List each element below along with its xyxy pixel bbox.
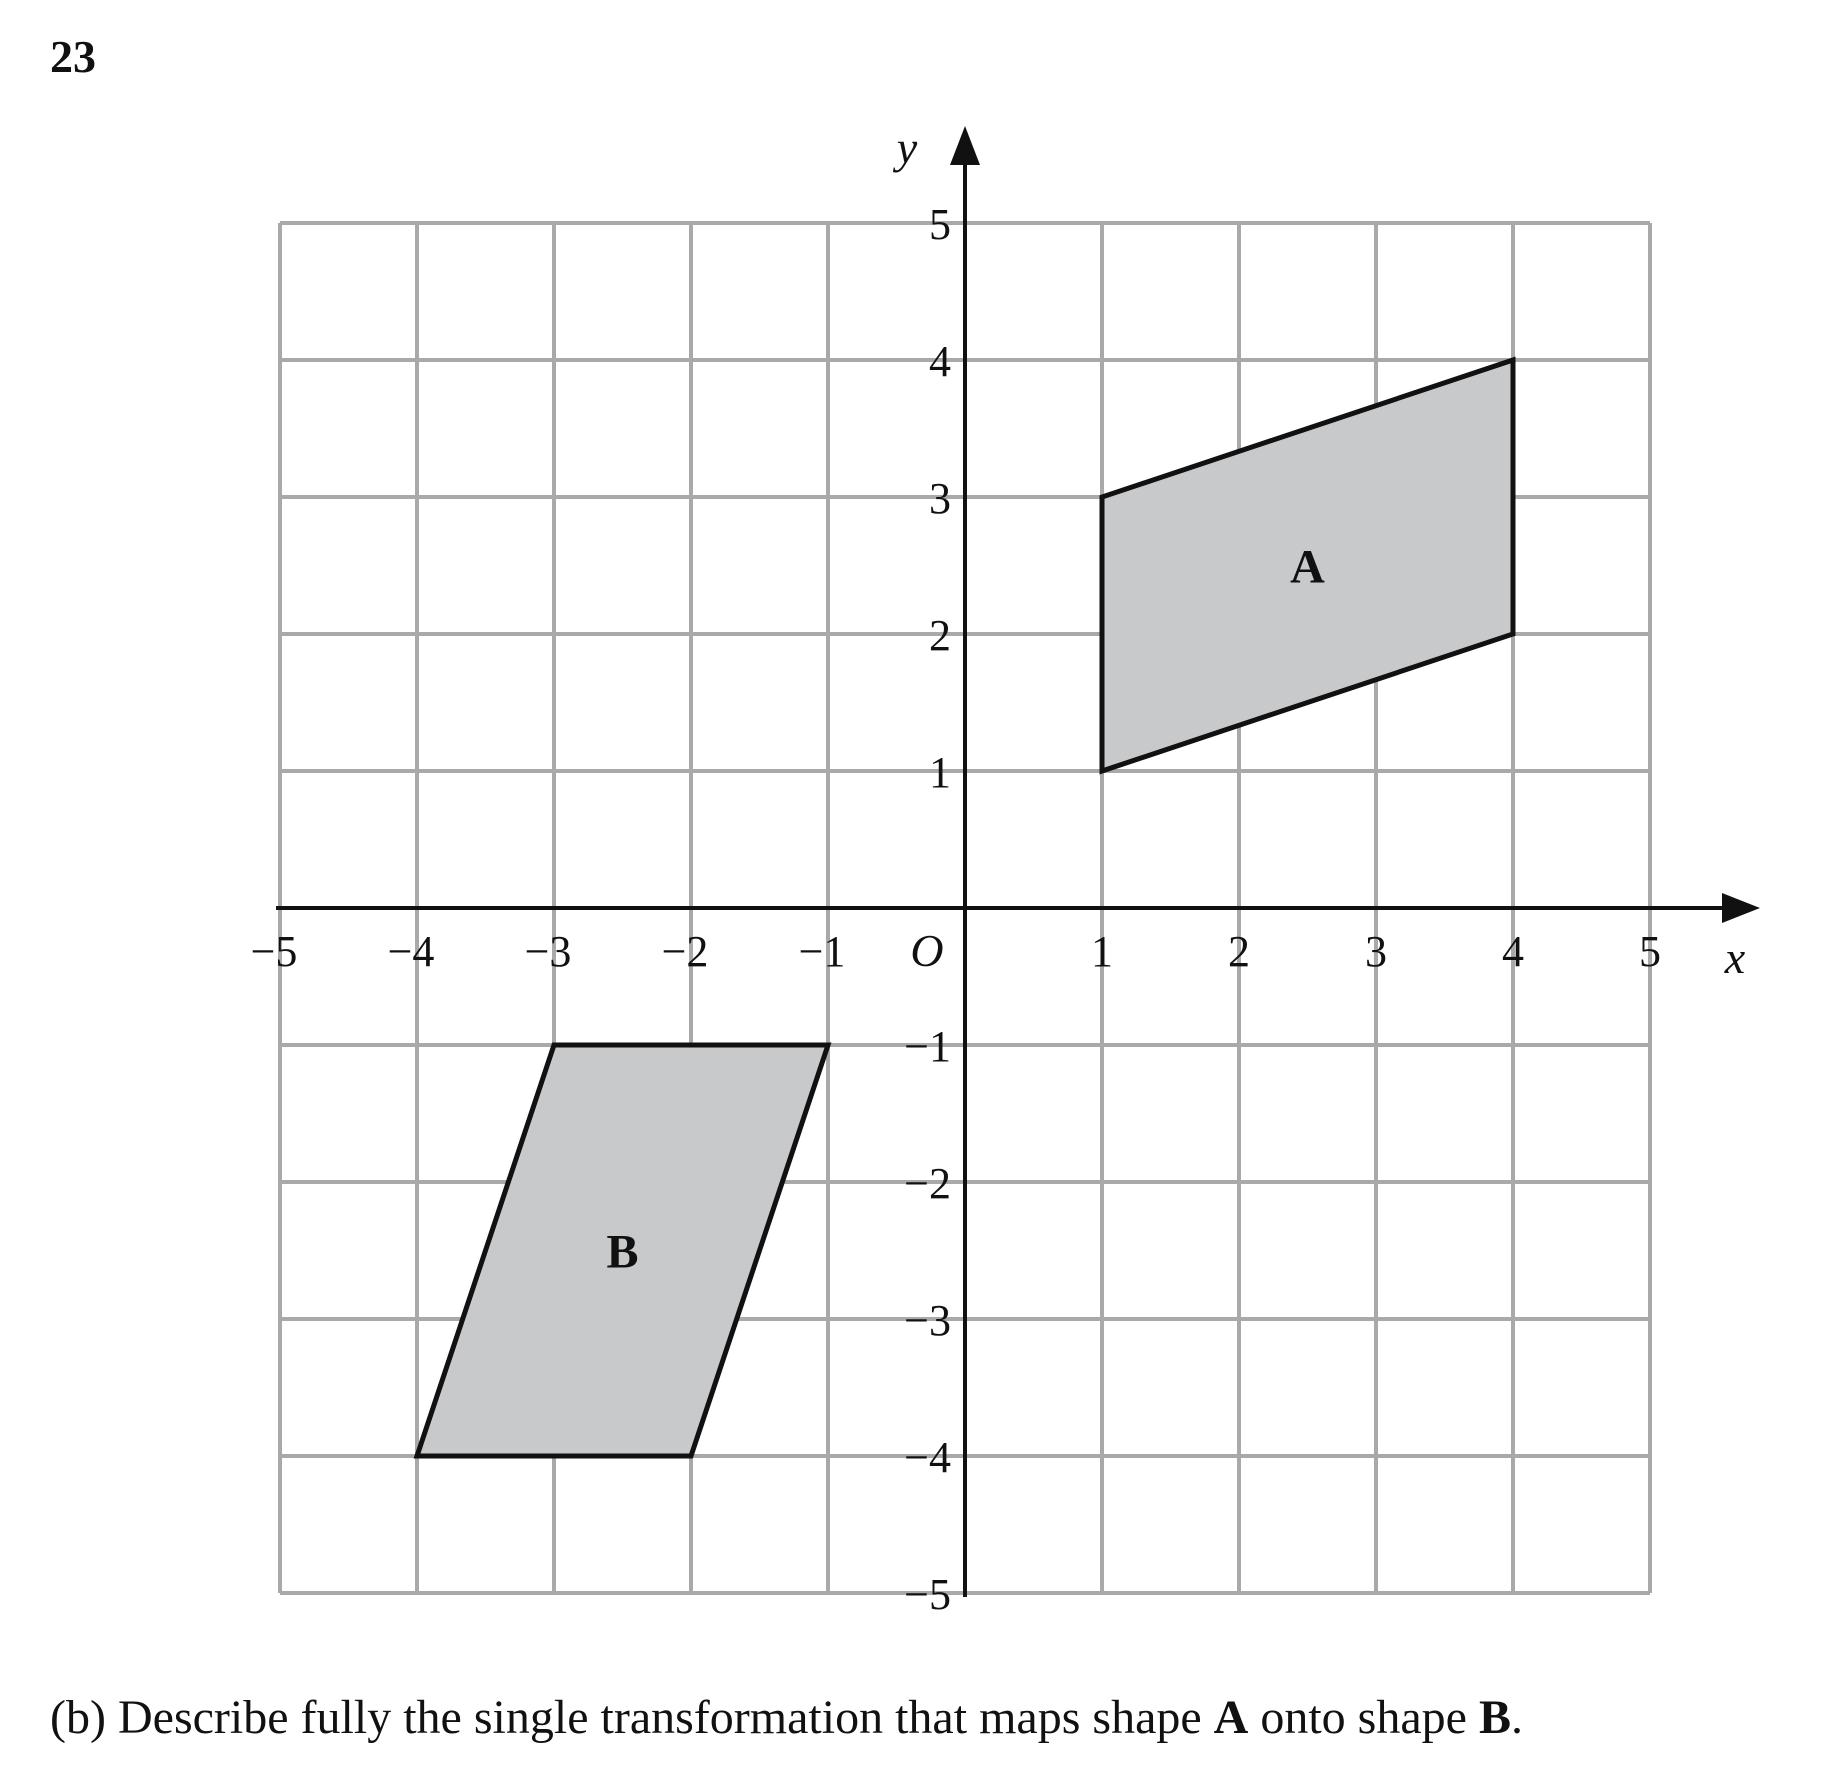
question-middle: onto shape bbox=[1248, 1691, 1479, 1744]
y-tick-label: 2 bbox=[929, 611, 951, 660]
y-tick-label: 5 bbox=[929, 200, 951, 249]
y-tick-label: 4 bbox=[929, 337, 951, 386]
origin-label: O bbox=[910, 925, 944, 976]
x-tick-label: −2 bbox=[661, 927, 709, 976]
question-shape-b: B bbox=[1478, 1691, 1511, 1744]
y-tick-label: −5 bbox=[904, 1570, 951, 1619]
y-tick-label: 1 bbox=[929, 748, 951, 797]
y-tick-label: −2 bbox=[904, 1159, 951, 1208]
x-tick-label: 5 bbox=[1639, 927, 1661, 976]
x-tick-label: 3 bbox=[1365, 927, 1387, 976]
shape-label-b: B bbox=[606, 1225, 639, 1279]
shape-label-a: A bbox=[1290, 540, 1325, 594]
y-tick-label: −1 bbox=[904, 1022, 951, 1071]
x-tick-label: 4 bbox=[1502, 927, 1524, 976]
x-tick-label: −4 bbox=[387, 927, 435, 976]
y-axis-arrow bbox=[950, 126, 980, 165]
question-prefix: (b) Describe fully the single transformation that maps shape bbox=[50, 1691, 1214, 1744]
x-tick-label: 2 bbox=[1228, 927, 1250, 976]
question-text bbox=[50, 1690, 1523, 1745]
x-tick-label: −5 bbox=[250, 927, 298, 976]
y-tick-label: 3 bbox=[929, 474, 951, 523]
x-tick-label: −1 bbox=[798, 927, 846, 976]
y-tick-label: −4 bbox=[904, 1433, 951, 1482]
question-suffix: . bbox=[1510, 1691, 1523, 1744]
x-tick-label: 1 bbox=[1091, 927, 1113, 976]
question-number: 23 bbox=[50, 31, 96, 82]
y-axis-label: y bbox=[896, 122, 918, 173]
y-tick-label: −3 bbox=[904, 1296, 951, 1345]
x-axis-label: x bbox=[1724, 932, 1746, 983]
x-axis-arrow bbox=[1722, 893, 1760, 923]
question-shape-a: A bbox=[1213, 1691, 1249, 1744]
x-tick-label: −3 bbox=[524, 927, 572, 976]
